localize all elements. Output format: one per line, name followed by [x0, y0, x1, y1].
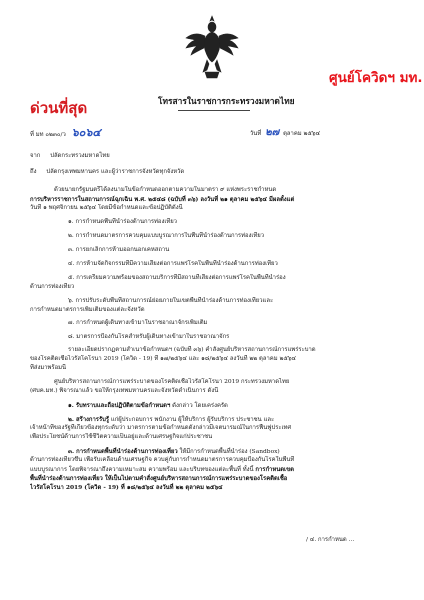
- para2-line: ที่ส่งมาพร้อมนี้: [30, 365, 67, 371]
- instruction-2-label: ๒. สร้างการรับรู้: [68, 416, 110, 423]
- para1-line: การบริหารราชการในสถานการณ์ฉุกเฉิน พ.ศ. ๒๕๔๘ (ฉบับที่ ๓๖) ลงวันที่ ๒๑ ตุลาคม ๒๕๖๔ มีผลตั้งแต่: [30, 196, 295, 203]
- list-item: ๖. การปรับระดับพื้นที่สถานการณ์ย่อยภายในเขตพื้นที่นำร่องด้านการท่องเที่ยวและ: [68, 298, 274, 304]
- instruction-2-line: เพื่อประโยชน์ด้านการใช้ชีวิตความเป็นอยู่และด้านเศรษฐกิจแก่ประชาชน: [30, 434, 213, 440]
- page-title: โทรสารในราชการกระทรวงมหาดไทย: [158, 96, 295, 106]
- list-item: ๓. การยกเลิกการห้ามออกนอกเคหสถาน: [68, 247, 170, 253]
- list-item: ๗. การกำหนดผู้เดินทางเข้ามาในราชอาณาจักรเพิ่มเติม: [68, 320, 208, 326]
- instruction-1: [68, 401, 424, 411]
- continuation-footer: / ๔. การกำหนด ...: [306, 537, 355, 543]
- instruction-2-text: แก่ผู้ประกอบการ พนักงาน ผู้ให้บริการ ผู้รับบริการ ประชาชน และ: [110, 417, 275, 423]
- list-item: ๘. มาตรการป้องกันโรคสำหรับผู้เดินทางเข้ามาในราชอาณาจักร: [68, 334, 230, 340]
- instruction-3-line: ด้านการท่องเที่ยวขึ้น เพื่อรับเคลื่อนด้านเศรษฐกิจ ควบคู่กับการกำหนดมาตรการควบคุมป้องกันโรคในพื้นที่: [30, 457, 295, 463]
- para2-line: รายละเอียดปรากฏตามสำเนาข้อกำหนดฯ (ฉบับที่ ๓๖) คำสั่งศูนย์บริหารสถานการณ์การแพร่ระบาด: [68, 347, 316, 353]
- doc-date-prefix: วันที่: [250, 131, 262, 137]
- doc-number-handwritten: ๖๐๖๔: [71, 126, 101, 139]
- doc-number-prefix: ที่ มท ๐๒๓๐/ว: [30, 132, 66, 138]
- garuda-emblem-icon: [183, 12, 241, 82]
- para1-line: วันที่ ๑ พฤศจิกายน ๒๕๖๔ โดยมีข้อกำหนดและข้อปฏิบัติดังนี้: [30, 205, 183, 211]
- to-label: ถึง: [30, 169, 37, 175]
- instruction-1-label: ๑. รับทราบและถือปฏิบัติตามข้อกำหนดฯ: [68, 402, 171, 409]
- para3-line: ศูนย์บริหารสถานการณ์การแพร่ระบาดของโรคติดเชื้อไวรัสโคโรนา 2019 กระทรวงมหาดไทย: [54, 379, 290, 385]
- doc-date-handwritten: ๒๗: [265, 127, 280, 138]
- list-item: ๒. การกำหนดมาตรการควบคุมแบบบูรณาการในพื้นที่นำร่องด้านการท่องเที่ยว: [68, 233, 265, 239]
- title-underline: [178, 110, 250, 111]
- instruction-3-line: พื้นที่นำร่องด้านการท่องเที่ยว ให้เป็นไปตามคำสั่งศูนย์บริหารสถานการณ์การแพร่ระบาดของโรคติดเชื้อ: [30, 475, 288, 482]
- instruction-3-label: ๓. การกำหนดพื้นที่นำร่องด้านการท่องเที่ยว: [68, 448, 178, 455]
- to-row: [30, 168, 184, 177]
- list-item: ๑. การกำหนดพื้นที่นำร่องด้านการท่องเที่ยว: [68, 219, 177, 225]
- list-item: ๕. การเตรียมความพร้อมของสถานบริการที่มีสถานที่เสี่ยงต่อการแพร่โรคในพื้นที่นำร่อง: [68, 275, 286, 281]
- instruction-2-line: เจ้าหน้าที่ของรัฐที่เกี่ยวข้องทุกระดับว่า มาตรการตามข้อกำหนดดังกล่าวมีเจตนารมณ์ในการฟื้นฟูประเทศ: [30, 425, 292, 431]
- instruction-3-line-text: แบบบูรณาการ โดยพิจารณาถึงความเหมาะสม ความพร้อม และบริบทของแต่ละพื้นที่ ทั้งนี้: [30, 467, 254, 473]
- from-value: ปลัดกระทรวงมหาดไทย: [50, 153, 110, 159]
- instruction-1-text: ดังกล่าว โดยเคร่งครัด: [172, 403, 228, 409]
- list-item: ๔. การห้ามจัดกิจกรรมที่มีความเสี่ยงต่อการแพร่โรคในพื้นที่นำร่องด้านการท่องเที่ยว: [68, 261, 278, 267]
- list-item-continuation: การกำหนดมาตรการเพิ่มเติมของแต่ละจังหวัด: [30, 307, 145, 313]
- para3-line: (ศบค.มท.) พิจารณาแล้ว ขอให้กรุงเทพมหานครและจังหวัดดำเนินการ ดังนี้: [30, 388, 219, 394]
- para2-line: ของโรคติดเชื้อไวรัสโคโรนา 2019 (โควิด - 19) ที่ ๑๗/๒๕๖๔ และ ๑๘/๒๕๖๔ ลงวันที่ ๒๒ ตุลาคม ๒๕๖๔: [30, 356, 297, 362]
- from-row: [30, 152, 110, 161]
- doc-date: [250, 128, 320, 139]
- doc-date-suffix: ตุลาคม ๒๕๖๔: [283, 131, 321, 137]
- instruction-3-line: ไวรัสโคโรนา 2019 (โควิด - 19) ที่ ๑๘/๒๕๖๔ ลงวันที่ ๒๒ ตุลาคม ๒๕๖๔: [30, 484, 223, 491]
- instruction-3-text: ให้มีการกำหนดพื้นที่นำร่อง (Sandbox): [179, 449, 280, 455]
- doc-number: [30, 128, 101, 140]
- to-value: ปลัดกรุงเทพมหานคร และผู้ว่าราชการจังหวัดทุกจังหวัด: [46, 169, 185, 175]
- para1-line: ด้วยนายกรัฐมนตรีได้ลงนามในข้อกำหนดออกตามความในมาตรา ๙ แห่งพระราชกำหนด: [54, 187, 277, 193]
- instruction-3-bold-tail: การกำหนดเขต: [255, 466, 294, 473]
- list-item-continuation: ด้านการท่องเที่ยว: [30, 284, 75, 290]
- covid-center-stamp: ศูนย์โควิดฯ มท.: [329, 70, 423, 86]
- from-label: จาก: [30, 153, 41, 159]
- urgency-label: ด่วนที่สุด: [30, 99, 88, 117]
